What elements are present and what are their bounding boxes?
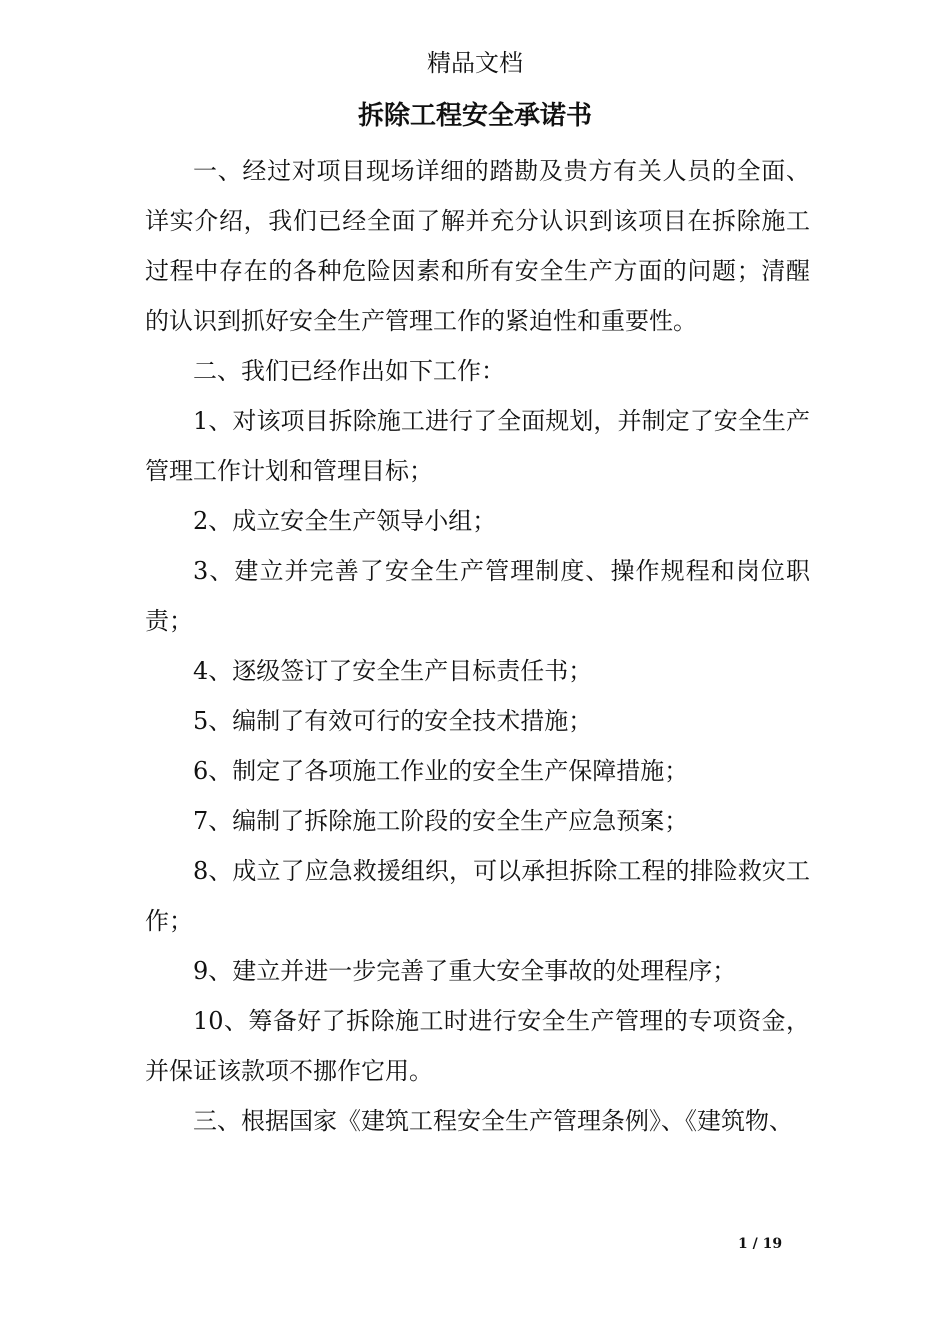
document-title: 拆除工程安全承诺书 bbox=[357, 101, 592, 131]
list-item-4: 4、逐级签订了安全生产目标责任书； bbox=[193, 657, 593, 685]
list-item-2: 2、成立安全生产领导小组； bbox=[193, 507, 497, 535]
paragraph-3: 三、根据国家《建筑工程安全生产管理条例》、《建筑物、 bbox=[193, 1107, 793, 1135]
page-number: 1 / 19 bbox=[738, 1236, 783, 1252]
list-item-10: 10、筹备好了拆除施工时进行安全生产管理的专项资金，并保证该款项不挪作它用。 bbox=[145, 1007, 810, 1085]
paragraph-2: 二、我们已经作出如下工作： bbox=[193, 357, 505, 385]
list-item-3: 3、建立并完善了安全生产管理制度、操作规程和岗位职责； bbox=[145, 557, 810, 635]
list-item-1: 1、对该项目拆除施工进行了全面规划，并制定了安全生产管理工作计划和管理目标； bbox=[145, 407, 810, 485]
list-item-7: 7、编制了拆除施工阶段的安全生产应急预案； bbox=[193, 807, 689, 835]
document-body bbox=[145, 146, 810, 1146]
page-header: 精品文档 bbox=[427, 49, 523, 77]
list-item-6: 6、制定了各项施工作业的安全生产保障措施； bbox=[193, 757, 689, 785]
paragraph-1: 一、经过对项目现场详细的踏勘及贵方有关人员的全面、详实介绍，我们已经全面了解并充分认识到该项目在拆除施工过程中存在的各种危险因素和所有安全生产方面的问题；清醒的认识到抓好安全生产管理工作的紧迫性和重要性。 bbox=[145, 157, 810, 335]
list-item-9: 9、建立并进一步完善了重大安全事故的处理程序； bbox=[193, 957, 737, 985]
list-item-8: 8、成立了应急救援组织，可以承担拆除工程的排险救灾工作； bbox=[145, 857, 810, 935]
list-item-5: 5、编制了有效可行的安全技术措施； bbox=[193, 707, 593, 735]
